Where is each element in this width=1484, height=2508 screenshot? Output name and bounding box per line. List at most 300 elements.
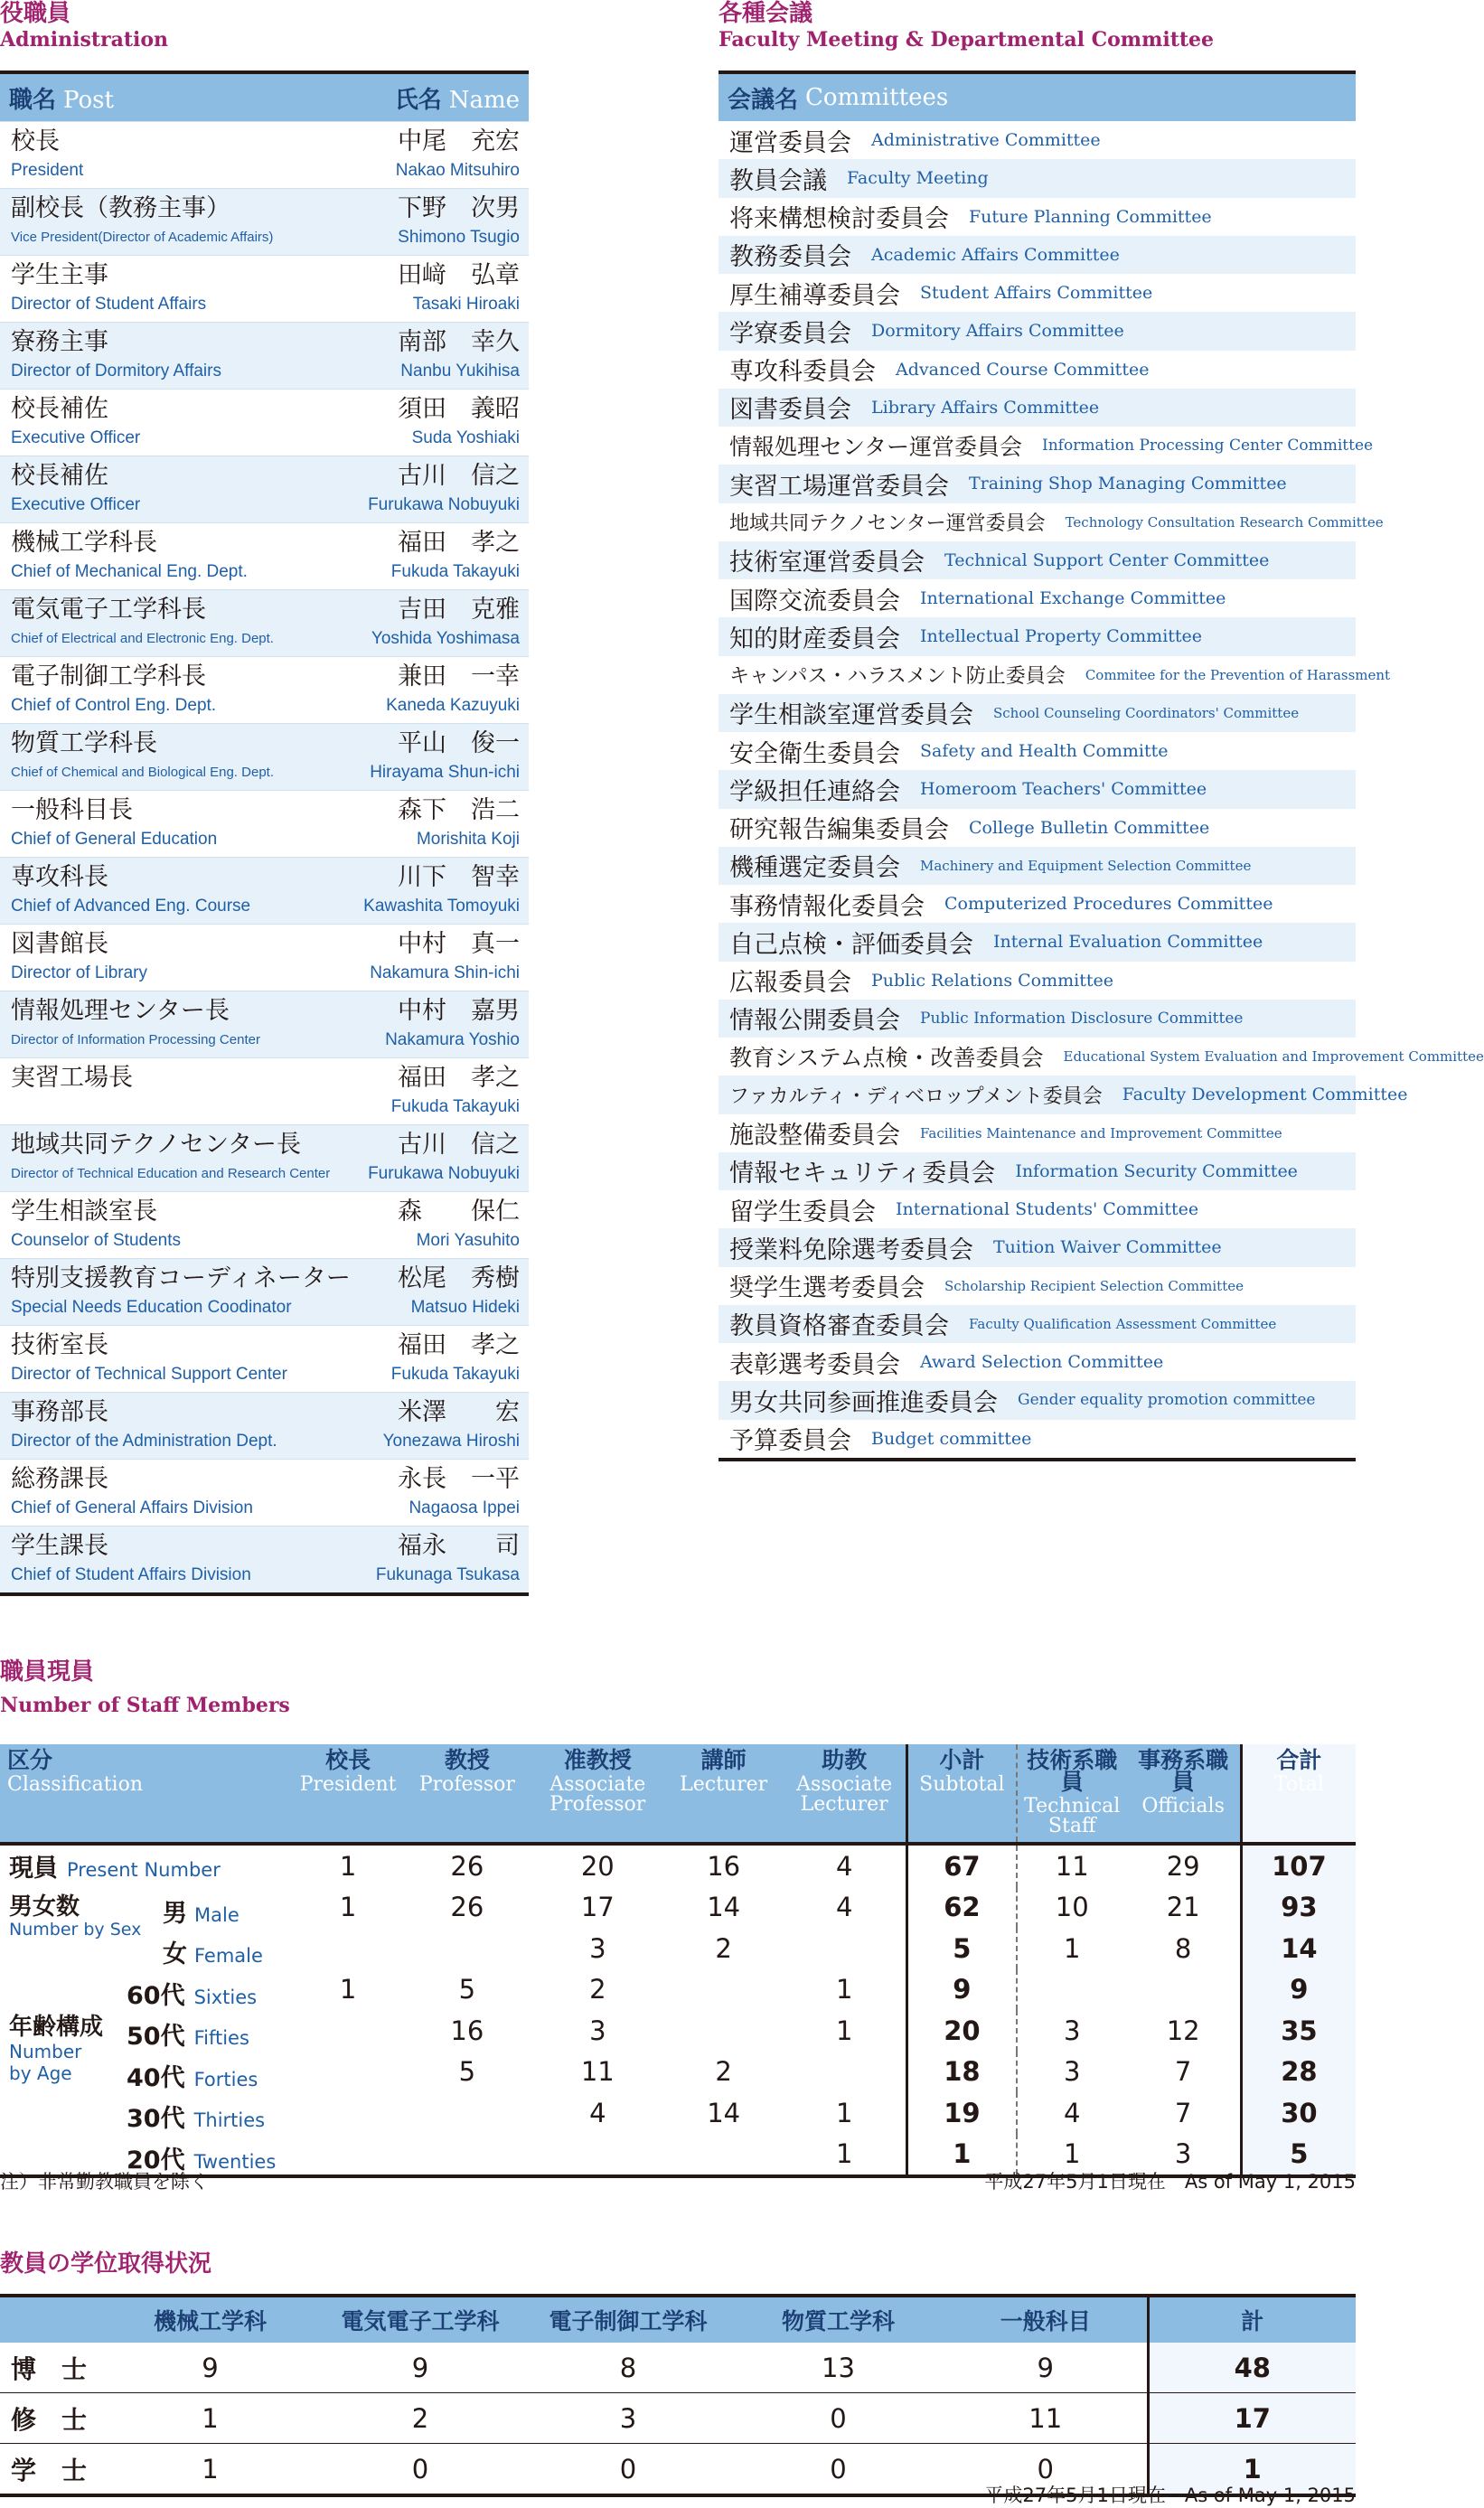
committee-name-jp: 専攻科委員会 bbox=[729, 358, 876, 387]
committee-row bbox=[719, 389, 1356, 427]
staff-row-sex bbox=[0, 1887, 1356, 1929]
committees-title-jp: 各種会議 bbox=[719, 0, 813, 27]
committee-name-jp: 図書委員会 bbox=[729, 396, 851, 425]
post-title-en: President bbox=[11, 161, 84, 180]
committee-name-en: Budget committee bbox=[871, 1428, 1032, 1449]
person-name-en: Furukawa Nobuyuki bbox=[368, 495, 520, 514]
committee-name-jp: 学生相談室運営委員会 bbox=[729, 701, 973, 730]
staff-column-header bbox=[1241, 1744, 1356, 1844]
column-header-en: Classification bbox=[7, 1773, 144, 1796]
age-label-en: Sixties bbox=[193, 1986, 258, 2008]
degree-count: 9 bbox=[104, 2343, 316, 2393]
staff-value-cell bbox=[293, 2052, 403, 2093]
committee-name-jp: 男女共同参画推進委員会 bbox=[729, 1388, 998, 1417]
post-title-en: Vice President(Director of Academic Affairs) bbox=[11, 230, 274, 245]
post-title-jp: 学生主事 bbox=[11, 261, 108, 289]
committee-name-en: Faculty Meeting bbox=[847, 168, 989, 189]
person-name-jp: 福永 司 bbox=[398, 1532, 520, 1560]
committee-name-jp: 情報処理センター運営委員会 bbox=[729, 434, 1023, 461]
person-name-jp: 福田 孝之 bbox=[398, 529, 520, 557]
staff-value-cell: 93 bbox=[1241, 1887, 1356, 1929]
committee-name-en: Faculty Qualification Assessment Committee bbox=[969, 1315, 1277, 1332]
committee-row bbox=[719, 1076, 1408, 1113]
column-header-en: President bbox=[299, 1773, 397, 1796]
committee-name-jp: ファカルティ・ディベロップメント委員会 bbox=[729, 1085, 1103, 1108]
staff-value-cell bbox=[403, 2092, 531, 2134]
committee-name-jp: 国際交流委員会 bbox=[729, 587, 900, 615]
post-title-en: Chief of General Education bbox=[11, 830, 218, 849]
person-name-jp: 中村 真一 bbox=[398, 930, 520, 958]
staff-row-age bbox=[0, 2010, 1356, 2052]
post-title-jp: 学生相談室長 bbox=[11, 1198, 157, 1226]
committee-row bbox=[719, 1305, 1356, 1343]
staff-asof: 平成27年5月1日現在 As of May 1, 2015 bbox=[984, 2171, 1356, 2193]
degrees-row bbox=[0, 2343, 1356, 2393]
sex-label-jp: 男 bbox=[163, 1899, 187, 1928]
committee-row bbox=[719, 465, 1356, 503]
staff-value-cell: 3 bbox=[589, 2015, 606, 2046]
person-name-jp: 福田 孝之 bbox=[398, 1064, 520, 1092]
committee-row bbox=[719, 351, 1356, 389]
admin-row bbox=[0, 924, 529, 991]
post-title-en: Chief of Mechanical Eng. Dept. bbox=[11, 562, 248, 581]
committee-name-en: Information Processing Center Committee bbox=[1042, 437, 1374, 456]
admin-row bbox=[0, 1124, 529, 1191]
staff-value-cell bbox=[664, 2134, 784, 2177]
committee-name-en: Faculty Development Committee bbox=[1122, 1085, 1408, 1105]
staff-value-cell: 67 bbox=[906, 1844, 1017, 1887]
committee-name-en: Computerized Procedures Committee bbox=[944, 894, 1273, 915]
staff-value-cell: 14 bbox=[1241, 1928, 1356, 1969]
committee-row bbox=[719, 503, 1384, 541]
post-title-jp: 事務部長 bbox=[11, 1398, 108, 1426]
post-title-en: Director of Student Affairs bbox=[11, 295, 207, 314]
staff-table bbox=[0, 1744, 1356, 2178]
column-header-jp: 講師 bbox=[700, 1747, 747, 1773]
degrees-table-body bbox=[0, 2343, 1356, 2495]
committee-name-en: Library Affairs Committee bbox=[871, 397, 1100, 418]
age-label-jp: 40代 bbox=[127, 2063, 185, 2092]
staff-value-cell: 1 bbox=[784, 2134, 907, 2177]
committee-row bbox=[719, 923, 1356, 961]
committee-name-en: Safety and Health Committe bbox=[920, 741, 1169, 762]
column-header-jp: 技術系職員 bbox=[1027, 1747, 1118, 1795]
committee-name-jp: 教務委員会 bbox=[729, 243, 851, 272]
person-name-jp: 兼田 一幸 bbox=[398, 662, 520, 690]
sex-label-jp: 女 bbox=[163, 1940, 187, 1968]
column-header-en: Lecturer bbox=[680, 1773, 768, 1796]
person-name-en: Kaneda Kazuyuki bbox=[386, 696, 520, 715]
staff-value-cell: 62 bbox=[906, 1887, 1017, 1929]
staff-value-cell bbox=[1127, 1969, 1242, 2011]
sex-label-en: Female bbox=[194, 1945, 263, 1967]
staff-column-header bbox=[906, 1744, 1017, 1844]
staff-value-cell: 107 bbox=[1241, 1844, 1356, 1887]
admin-row bbox=[0, 790, 529, 857]
staff-value-cell: 4 bbox=[1017, 2092, 1127, 2134]
person-name-en: Tasaki Hiroaki bbox=[412, 295, 520, 314]
staff-value-cell: 5 bbox=[906, 1928, 1017, 1969]
committee-name-jp: 施設整備委員会 bbox=[729, 1122, 900, 1151]
degree-count: 9 bbox=[944, 2343, 1148, 2393]
group-label-en: Number by Sex bbox=[9, 1919, 142, 1940]
staff-value-cell: 8 bbox=[1174, 1932, 1192, 1964]
administration-section bbox=[0, 0, 529, 1584]
column-header-jp: 校長 bbox=[325, 1747, 371, 1773]
staff-row-present bbox=[0, 1844, 1356, 1887]
person-name-en: Fukuda Takayuki bbox=[390, 1097, 520, 1116]
staff-column-header bbox=[1017, 1744, 1127, 1844]
committee-name-jp: 機種選定委員会 bbox=[729, 854, 900, 883]
post-title-en: Chief of General Affairs Division bbox=[11, 1498, 253, 1517]
degree-count: 1 bbox=[104, 2444, 316, 2496]
staff-value-cell bbox=[293, 2134, 403, 2177]
committee-row bbox=[719, 198, 1356, 236]
degree-count: 9 bbox=[316, 2343, 524, 2393]
person-name-en: Nakamura Shin-ichi bbox=[370, 963, 520, 982]
sex-label-en: Male bbox=[194, 1903, 240, 1926]
committees-section bbox=[719, 0, 1484, 1456]
committee-row bbox=[719, 121, 1356, 159]
column-header-jp: 助教 bbox=[822, 1747, 868, 1773]
person-name-en: Kawashita Tomoyuki bbox=[363, 897, 520, 916]
staff-column-header bbox=[293, 1744, 403, 1844]
staff-note: 注）非常勤教職員を除く bbox=[0, 2171, 209, 2193]
staff-value-cell: 21 bbox=[1166, 1892, 1200, 1923]
admin-row bbox=[0, 121, 529, 188]
degrees-row bbox=[0, 2393, 1356, 2444]
row-label-jp: 現員 bbox=[9, 1855, 58, 1883]
staff-value-cell: 12 bbox=[1166, 2015, 1200, 2046]
staff-value-cell: 1 bbox=[835, 2097, 853, 2128]
committee-row bbox=[719, 427, 1374, 465]
committee-name-en: Tuition Waiver Committee bbox=[993, 1237, 1222, 1258]
committee-name-jp: 教育システム点検・改善委員会 bbox=[729, 1045, 1044, 1072]
person-name-en: Matsuo Hideki bbox=[410, 1298, 520, 1317]
admin-row bbox=[0, 322, 529, 389]
degree-count: 0 bbox=[316, 2444, 524, 2496]
staff-column-header bbox=[0, 1744, 293, 1844]
committee-name-jp: 学寮委員会 bbox=[729, 319, 851, 348]
admin-row bbox=[0, 1526, 529, 1592]
staff-row-age bbox=[0, 2092, 1356, 2134]
person-name-jp: 松尾 秀樹 bbox=[398, 1264, 520, 1292]
post-title-en: Chief of Advanced Eng. Course bbox=[11, 897, 251, 916]
staff-value-cell: 19 bbox=[906, 2092, 1017, 2134]
staff-value-cell: 30 bbox=[1241, 2092, 1356, 2134]
staff-value-cell: 11 bbox=[1017, 1844, 1127, 1887]
staff-value-cell: 5 bbox=[458, 1974, 476, 2005]
admin-title-jp: 役職員 bbox=[0, 0, 71, 27]
post-title-jp: 機械工学科長 bbox=[11, 529, 157, 557]
degrees-column-header: 電気電子工学科 bbox=[316, 2296, 524, 2343]
committee-name-jp: 教員会議 bbox=[729, 166, 827, 195]
staff-value-cell: 28 bbox=[1241, 2052, 1356, 2093]
person-name-en: Fukunaga Tsukasa bbox=[375, 1565, 520, 1584]
staff-value-cell: 2 bbox=[715, 2056, 732, 2088]
committee-name-en: Scholarship Recipient Selection Committee bbox=[944, 1277, 1244, 1294]
committee-rows bbox=[719, 121, 1484, 1458]
post-title-jp: 総務課長 bbox=[11, 1465, 108, 1493]
group-label-en: Number by Age bbox=[9, 2041, 82, 2084]
committee-name-jp: 厚生補導委員会 bbox=[729, 281, 900, 310]
committees-table bbox=[719, 70, 1484, 1461]
person-name-en: Fukuda Takayuki bbox=[390, 562, 520, 581]
age-label bbox=[127, 2058, 258, 2093]
committee-row bbox=[719, 1152, 1356, 1190]
admin-row bbox=[0, 656, 529, 723]
post-title-jp: 副校長（教務主事） bbox=[11, 194, 230, 222]
admin-row bbox=[0, 255, 529, 322]
admin-table-header bbox=[0, 74, 529, 121]
staff-value-cell: 3 bbox=[1017, 2010, 1127, 2052]
admin-row bbox=[0, 1325, 529, 1392]
degree-count: 3 bbox=[524, 2393, 732, 2444]
degrees-title: 教員の学位取得状況 bbox=[0, 2250, 212, 2278]
staff-value-cell: 3 bbox=[1017, 2052, 1127, 2093]
person-name-en: Shimono Tsugio bbox=[398, 228, 520, 247]
admin-row bbox=[0, 1392, 529, 1459]
post-title-en: Director of Technical Support Center bbox=[11, 1365, 287, 1384]
committee-name-jp: 表彰選考委員会 bbox=[729, 1350, 900, 1379]
person-name-jp: 中尾 充宏 bbox=[398, 127, 520, 155]
staff-column-header bbox=[784, 1744, 907, 1844]
committee-name-jp: 研究報告編集委員会 bbox=[729, 816, 949, 845]
age-label-en: Thirties bbox=[193, 2109, 266, 2131]
admin-row bbox=[0, 589, 529, 656]
post-title-en: Director of Information Processing Center bbox=[11, 1032, 260, 1047]
committee-row bbox=[719, 1381, 1356, 1419]
degree-count: 48 bbox=[1148, 2343, 1356, 2393]
person-name-en: Hirayama Shun-ichi bbox=[370, 763, 520, 782]
committee-name-jp: 奨学生選考委員会 bbox=[729, 1274, 925, 1303]
degrees-column-header: 物質工学科 bbox=[732, 2296, 944, 2343]
degree-label: 修 士 bbox=[0, 2393, 104, 2444]
post-title-jp: 校長 bbox=[11, 127, 60, 155]
staff-column-header bbox=[1127, 1744, 1242, 1844]
committee-row bbox=[719, 1343, 1356, 1381]
column-header-jp: 教授 bbox=[444, 1747, 490, 1773]
staff-value-cell: 1 bbox=[1017, 1928, 1127, 1969]
staff-value-cell: 5 bbox=[1241, 2134, 1356, 2177]
person-name-en: Yoshida Yoshimasa bbox=[371, 629, 520, 648]
degrees-column-header: 電子制御工学科 bbox=[524, 2296, 732, 2343]
committees-table-header bbox=[719, 74, 1356, 121]
committee-name-en: Machinery and Equipment Selection Committee bbox=[920, 857, 1252, 874]
staff-value-cell: 26 bbox=[450, 1892, 484, 1923]
staff-value-cell: 14 bbox=[707, 2097, 741, 2128]
admin-row bbox=[0, 456, 529, 522]
degree-count: 8 bbox=[524, 2343, 732, 2393]
staff-value-cell: 9 bbox=[906, 1969, 1017, 2011]
staff-value-cell bbox=[531, 2134, 664, 2177]
committee-row bbox=[719, 847, 1356, 885]
committee-name-en: Dormitory Affairs Committee bbox=[871, 321, 1124, 342]
committee-row bbox=[719, 962, 1356, 1000]
person-name-jp: 福田 孝之 bbox=[398, 1331, 520, 1359]
degree-count: 1 bbox=[1148, 2444, 1356, 2496]
degrees-column-header: 機械工学科 bbox=[104, 2296, 316, 2343]
staff-value-cell: 7 bbox=[1174, 2056, 1192, 2088]
admin-row bbox=[0, 857, 529, 924]
staff-row-label bbox=[0, 1969, 293, 2011]
committee-row bbox=[719, 1267, 1356, 1305]
column-header-en: Technical Staff bbox=[1024, 1795, 1121, 1837]
person-name-jp: 米澤 宏 bbox=[398, 1398, 520, 1426]
column-header-jp: 区分 bbox=[7, 1747, 53, 1773]
post-title-jp: 寮務主事 bbox=[11, 328, 108, 356]
committee-name-en: Commitee for the Prevention of Harassment bbox=[1085, 666, 1391, 683]
staff-row-age bbox=[0, 2052, 1356, 2093]
age-label-jp: 60代 bbox=[127, 1981, 185, 2010]
post-title-jp: 専攻科長 bbox=[11, 863, 108, 891]
staff-value-cell: 35 bbox=[1241, 2010, 1356, 2052]
degrees-column-header: 計 bbox=[1148, 2296, 1356, 2343]
row-label-en: Present Number bbox=[67, 1859, 221, 1882]
degree-count: 13 bbox=[732, 2343, 944, 2393]
committee-name-en: Facilities Maintenance and Improvement Committee bbox=[920, 1124, 1282, 1141]
column-header-en: Subtotal bbox=[919, 1773, 1005, 1796]
staff-value-cell: 20 bbox=[531, 1844, 664, 1887]
staff-value-cell: 14 bbox=[707, 1892, 741, 1923]
committee-name-jp: 教員資格審査委員会 bbox=[729, 1312, 949, 1341]
staff-column-header bbox=[403, 1744, 531, 1844]
committee-row bbox=[719, 1190, 1356, 1228]
staff-row-label bbox=[0, 1844, 293, 1887]
staff-value-cell: 1 bbox=[339, 1974, 357, 2005]
committee-name-en: College Bulletin Committee bbox=[969, 817, 1210, 838]
committees-header-en: Committees bbox=[805, 84, 949, 111]
committee-name-en: Information Security Committee bbox=[1015, 1160, 1298, 1181]
committee-row bbox=[719, 274, 1356, 312]
post-title-jp: 特別支援教育コーディネーター bbox=[11, 1264, 351, 1292]
post-title-en: Executive Officer bbox=[11, 428, 141, 447]
committee-name-jp: 地域共同テクノセンター運営委員会 bbox=[729, 512, 1046, 536]
committee-name-jp: 技術室運営委員会 bbox=[729, 549, 925, 578]
staff-value-cell: 5 bbox=[458, 2056, 476, 2088]
person-name-en: Furukawa Nobuyuki bbox=[368, 1164, 520, 1183]
committee-row bbox=[719, 541, 1356, 579]
post-title-en: Chief of Electrical and Electronic Eng. Dept. bbox=[11, 631, 274, 646]
person-name-jp: 平山 俊一 bbox=[398, 729, 520, 757]
committee-name-en: International Students' Committee bbox=[896, 1199, 1199, 1220]
committee-row bbox=[719, 1114, 1356, 1152]
staff-value-cell: 1 bbox=[835, 2015, 853, 2046]
committee-name-en: Award Selection Committee bbox=[920, 1352, 1164, 1373]
committee-name-jp: 留学生委員会 bbox=[729, 1198, 876, 1226]
column-header-en: Associate Professor bbox=[549, 1773, 646, 1816]
staff-value-cell: 2 bbox=[589, 1974, 606, 2005]
post-title-jp: 校長補佐 bbox=[11, 462, 108, 490]
staff-value-cell: 20 bbox=[906, 2010, 1017, 2052]
degrees-table-header bbox=[0, 2296, 1356, 2343]
post-title-en: Director of Dormitory Affairs bbox=[11, 362, 221, 380]
staff-value-cell: 4 bbox=[784, 1844, 907, 1887]
age-label-jp: 30代 bbox=[127, 2105, 185, 2133]
admin-row bbox=[0, 1191, 529, 1258]
group-label-jp: 男女数 bbox=[9, 1893, 80, 1921]
committee-name-jp: 自己点検・評価委員会 bbox=[729, 930, 973, 959]
staff-table-body bbox=[0, 1844, 1356, 2176]
post-title-jp: 地域共同テクノセンター長 bbox=[11, 1131, 302, 1159]
staff-value-cell bbox=[293, 2010, 403, 2052]
staff-value-cell bbox=[293, 1928, 403, 1969]
admin-title-en: Administration bbox=[0, 28, 169, 52]
staff-value-cell bbox=[664, 1969, 784, 2011]
committee-name-en: Student Affairs Committee bbox=[920, 283, 1153, 304]
committee-name-en: Gender equality promotion committee bbox=[1018, 1391, 1316, 1410]
post-title-jp: 校長補佐 bbox=[11, 395, 108, 423]
admin-row bbox=[0, 389, 529, 456]
staff-title-en: Number of Staff Members bbox=[0, 1694, 290, 1717]
post-title-en: Counselor of Students bbox=[11, 1231, 182, 1250]
admin-row bbox=[0, 1459, 529, 1526]
staff-value-cell: 16 bbox=[450, 2015, 484, 2046]
committee-row bbox=[719, 312, 1356, 350]
admin-row bbox=[0, 991, 529, 1057]
age-label-en: Twenties bbox=[193, 2150, 277, 2173]
name-header-en: Name bbox=[448, 86, 520, 114]
committee-row bbox=[719, 1038, 1484, 1076]
committee-name-jp: 事務情報化委員会 bbox=[729, 892, 925, 921]
staff-value-cell: 2 bbox=[715, 1932, 732, 1964]
post-title-en: Chief of Student Affairs Division bbox=[11, 1565, 251, 1584]
age-label-jp: 20代 bbox=[127, 2146, 185, 2175]
person-name-en: Nakao Mitsuhiro bbox=[395, 161, 520, 180]
person-name-en: Nanbu Yukihisa bbox=[400, 362, 520, 380]
committee-name-jp: 将来構想検討委員会 bbox=[729, 205, 949, 234]
staff-value-cell bbox=[784, 1928, 907, 1969]
degrees-column-header bbox=[0, 2296, 104, 2343]
committee-name-en: Intellectual Property Committee bbox=[920, 626, 1203, 647]
committee-name-en: Training Shop Managing Committee bbox=[969, 474, 1287, 494]
committee-name-jp: 知的財産委員会 bbox=[729, 625, 900, 653]
degrees-table bbox=[0, 2294, 1356, 2497]
person-name-jp: 古川 信之 bbox=[398, 462, 520, 490]
column-header-jp: 合計 bbox=[1276, 1747, 1322, 1773]
post-title-en: Chief of Control Eng. Dept. bbox=[11, 696, 217, 715]
admin-table bbox=[0, 70, 529, 1596]
staff-value-cell bbox=[293, 2092, 403, 2134]
degrees-column-header: 一般科目 bbox=[944, 2296, 1148, 2343]
age-label-en: Forties bbox=[193, 2068, 258, 2090]
staff-row-label bbox=[0, 1887, 293, 1940]
age-label bbox=[127, 2016, 249, 2052]
staff-value-cell: 29 bbox=[1127, 1844, 1242, 1887]
group-label-jp: 年齢構成 bbox=[9, 2014, 104, 2041]
admin-row bbox=[0, 1057, 529, 1124]
committee-row bbox=[719, 732, 1356, 770]
staff-value-cell: 4 bbox=[589, 2097, 606, 2128]
staff-column-header bbox=[664, 1744, 784, 1844]
staff-value-cell: 3 bbox=[589, 1932, 606, 1964]
degrees-asof: 平成27年5月1日現在 As of May 1, 2015 bbox=[984, 2485, 1356, 2506]
person-name-en: Yonezawa Hiroshi bbox=[382, 1432, 520, 1451]
committee-name-en: Future Planning Committee bbox=[969, 206, 1212, 227]
column-header-jp: 事務系職員 bbox=[1138, 1747, 1229, 1795]
committee-name-jp: 予算委員会 bbox=[729, 1427, 851, 1456]
committee-name-en: Advanced Course Committee bbox=[896, 359, 1150, 380]
degree-count: 0 bbox=[944, 2444, 1148, 2496]
post-header-jp: 職名 bbox=[9, 86, 57, 114]
committee-name-jp: 情報公開委員会 bbox=[729, 1007, 900, 1036]
staff-value-cell: 4 bbox=[835, 1892, 853, 1923]
committee-name-jp: 広報委員会 bbox=[729, 969, 851, 998]
staff-table-header bbox=[0, 1744, 1356, 1844]
admin-rows bbox=[0, 121, 529, 1592]
sex-label bbox=[163, 1893, 240, 1929]
age-label-jp: 50代 bbox=[127, 2023, 185, 2051]
